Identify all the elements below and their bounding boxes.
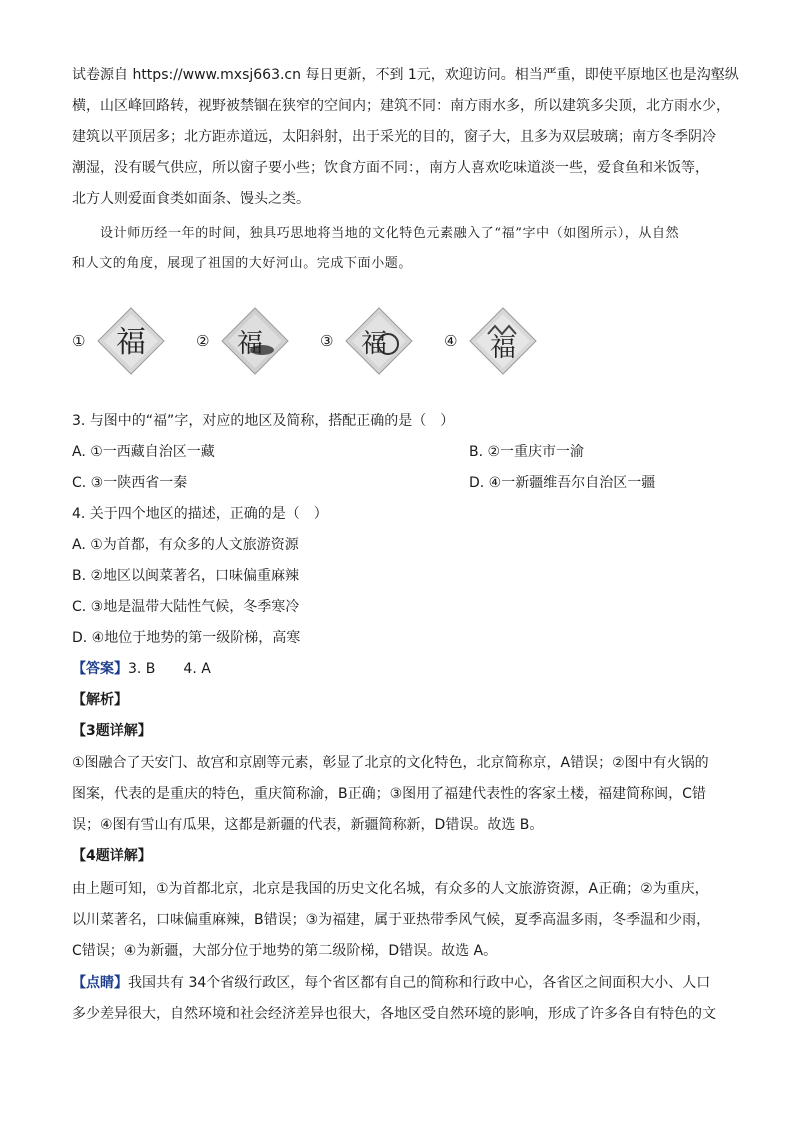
intro-line: 横，山区峰回路转，视野被禁锢在狭窄的空间内；建筑不同：南方雨水多，所以建筑多尖顶，北方雨水少， <box>72 98 730 114</box>
figure-3 <box>320 296 420 388</box>
intro-paragraph <box>72 60 739 215</box>
material-line: 设计师历经一年的时间，独具巧思地将当地的文化特色元素融入了“福”字中（如图所示），从自然 <box>100 226 680 241</box>
figure-4 <box>444 296 544 388</box>
detail-3-label: 【3题详解】 <box>72 723 152 739</box>
answer-label: 【答案】 <box>72 661 128 677</box>
detail-3-paragraph <box>72 748 732 841</box>
material-paragraph <box>72 219 732 279</box>
figure-number: ③ <box>320 332 334 350</box>
material-line: 和人文的角度，展现了祖国的大好河山。完成下面小题。 <box>72 256 413 271</box>
question-4-option-d: D. ④地位于地势的第一级阶梯，高寒 <box>72 630 301 646</box>
detail-3-line: 误；④图有雪山有瓜果，这都是新疆的代表，新疆简称新，D错误。故选 B。 <box>72 817 544 833</box>
question-3-option-d: D. ④一新疆维吾尔自治区一疆 <box>469 475 656 491</box>
svg-text:福: 福 <box>360 329 388 359</box>
figure-number: ① <box>72 332 86 350</box>
svg-text:福: 福 <box>236 329 264 359</box>
intro-line: 试卷源自 https://www.mxsj663.cn 每日更新，不到 1元，欢迎访问。相当严重，即使平原地区也是沟壑纵 <box>72 67 739 83</box>
tip-text: 我国共有 34个省级行政区，每个省区都有自己的简称和行政中心，各省区之间面积大小、人口 <box>128 975 711 991</box>
tip-label: 【点睛】 <box>72 975 128 991</box>
fu-stamp-chongqing-icon <box>220 306 290 376</box>
question-4-stem: 4. 关于四个地区的描述，正确的是（ ） <box>72 506 328 522</box>
question-4-option-a: A. ①为首都，有众多的人文旅游资源 <box>72 537 299 553</box>
detail-3-line: ①图融合了天安门、故宫和京剧等元素，彰显了北京的文化特色，北京简称京，A错误；②图中有火锅的 <box>72 755 709 771</box>
analysis-label: 【解析】 <box>72 692 128 708</box>
figure-number: ④ <box>444 332 458 350</box>
fu-figures <box>72 296 572 388</box>
intro-line: 北方人则爱面食类如面条、馒头之类。 <box>72 191 310 207</box>
detail-4-paragraph <box>72 874 732 967</box>
figure-number: ② <box>196 332 210 350</box>
detail-4-line: 由上题可知，①为首都北京，北京是我国的历史文化名城，有众多的人文旅游资源，A正确；②为重庆， <box>72 881 709 897</box>
fu-stamp-fujian-icon <box>344 306 414 376</box>
question-3-option-a: A. ①一西藏自治区一藏 <box>72 444 215 460</box>
detail-4-label: 【4题详解】 <box>72 848 152 864</box>
intro-line: 潮湿，没有暖气供应，所以窗子要小些；饮食方面不同：，南方人喜欢吃味道淡一些，爱食鱼和米饭等， <box>72 160 709 176</box>
fu-stamp-beijing-icon <box>96 306 166 376</box>
question-3-options-row-1 <box>72 440 732 464</box>
question-3-option-b: B. ②一重庆市一渝 <box>469 444 585 460</box>
detail-4-line: C错误；④为新疆，大部分位于地势的第二级阶梯，D错误。故选 A。 <box>72 943 498 959</box>
detail-3-line: 图案，代表的是重庆的特色，重庆简称渝，B正确；③图用了福建代表性的客家土楼，福建简称闽，C错 <box>72 786 706 802</box>
question-3-option-c: C. ③一陕西省一秦 <box>72 475 188 491</box>
intro-line: 建筑以平顶居多；北方距赤道远，太阳斜射，出于采光的目的，窗子大，且多为双层玻璃；南方冬季阴冷 <box>72 129 716 145</box>
question-4-option-c: C. ③地是温带大陆性气候，冬季寒冷 <box>72 599 300 615</box>
tip-paragraph <box>72 968 732 1030</box>
figure-1 <box>72 296 172 388</box>
fu-stamp-xinjiang-icon <box>468 306 538 376</box>
answer-text: 3. B 4. A <box>128 661 211 677</box>
tip-line: 多少差异很大，自然环境和社会经济差异也很大，各地区受自然环境的影响，形成了许多各自有特色的文 <box>72 1006 716 1022</box>
question-3-stem: 3. 与图中的“福”字，对应的地区及简称，搭配正确的是（ ） <box>72 413 455 429</box>
tip-line <box>72 968 732 999</box>
svg-text:福: 福 <box>116 325 146 360</box>
question-3-options-row-2 <box>72 471 732 495</box>
detail-4-line: 以川菜著名，口味偏重麻辣，B错误；③为福建，属于亚热带季风气候，夏季高温多雨，冬季温和少雨， <box>72 912 711 928</box>
svg-text:福: 福 <box>489 333 517 363</box>
answer-line <box>72 657 732 681</box>
question-4-option-b: B. ②地区以闽菜著名，口味偏重麻辣 <box>72 568 300 584</box>
figure-2 <box>196 296 296 388</box>
